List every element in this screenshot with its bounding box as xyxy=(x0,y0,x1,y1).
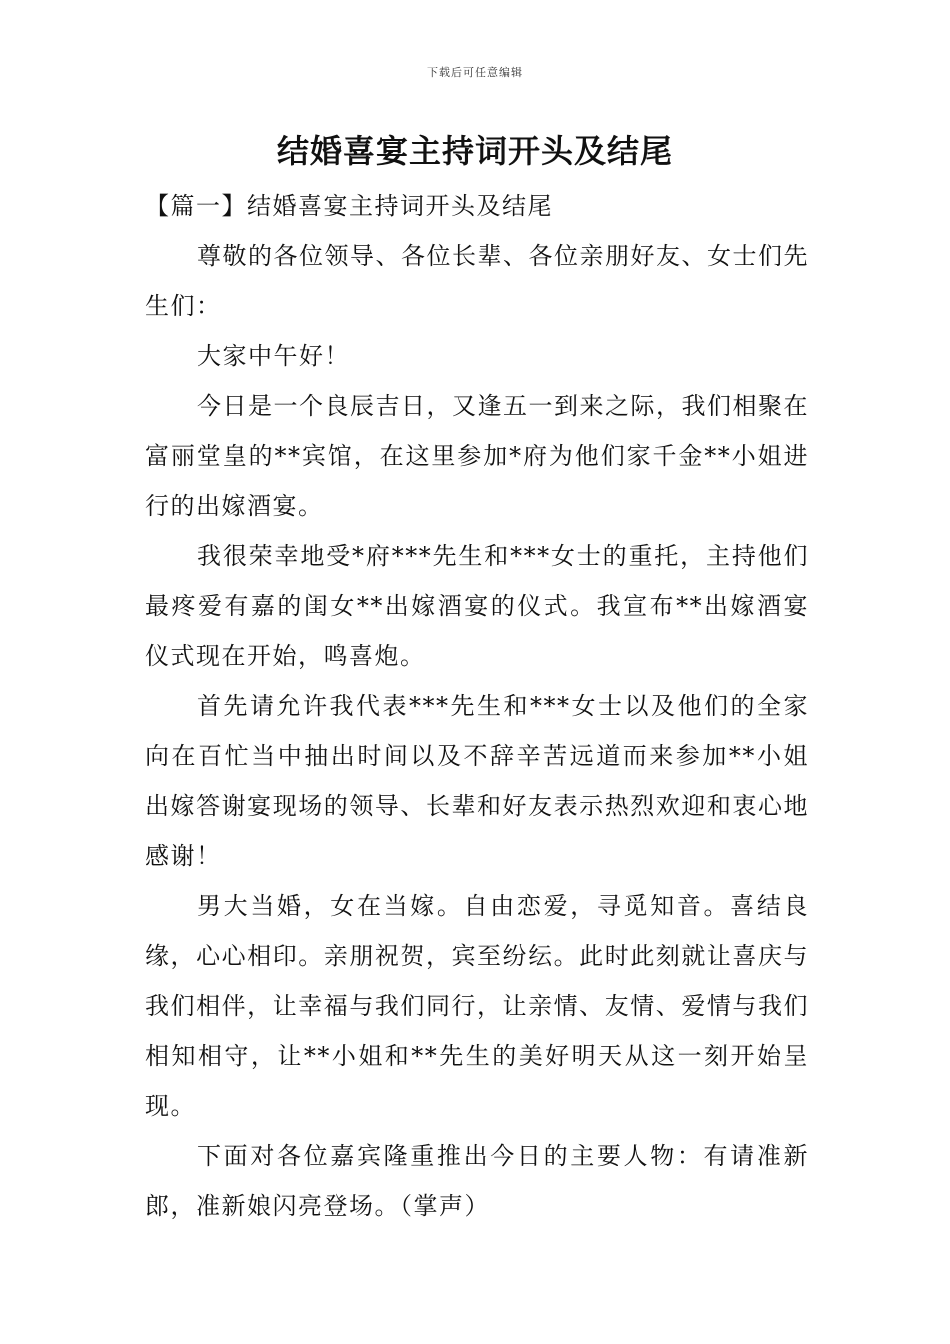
section-heading: 【篇一】结婚喜宴主持词开头及结尾 xyxy=(145,192,553,220)
paragraph-welcome-thanks: 首先请允许我代表***先生和***女士以及他们的全家向在百忙当中抽出时间以及不辞辛苦远道而来参加**小姐出嫁答谢宴现场的领导、长辈和好友表示热烈欢迎和衷心地感谢！ xyxy=(145,692,809,870)
paragraph-ceremony-start: 我很荣幸地受*府***先生和***女士的重托，主持他们最疼爱有嘉的闺女**出嫁酒宴的仪式。我宣布**出嫁酒宴仪式现在开始，鸣喜炮。 xyxy=(145,542,809,670)
paragraph-greeting: 尊敬的各位领导、各位长辈、各位亲朋好友、女士们先生们： xyxy=(145,242,809,320)
header-note: 下载后可任意编辑 xyxy=(427,66,523,79)
paragraph-introduction: 下面对各位嘉宾隆重推出今日的主要人物：有请准新郎，准新娘闪亮登场。（掌声） xyxy=(145,1142,809,1220)
paragraph-blessing: 男大当婚，女在当嫁。自由恋爱，寻觅知音。喜结良缘，心心相印。亲朋祝贺，宾至纷纭。此时此刻就让喜庆与我们相伴，让幸福与我们同行，让亲情、友情、爱情与我们相知相守，让**小姐和**先生的美好明天从这一刻开始呈现。 xyxy=(145,892,809,1120)
paragraph-occasion: 今日是一个良辰吉日，又逢五一到来之际，我们相聚在富丽堂皇的**宾馆，在这里参加*府为他们家千金**小姐进行的出嫁酒宴。 xyxy=(145,392,809,520)
document-title: 结婚喜宴主持词开头及结尾 xyxy=(276,132,673,170)
paragraph-good-noon: 大家中午好！ xyxy=(197,342,350,370)
document-body xyxy=(145,181,809,1231)
